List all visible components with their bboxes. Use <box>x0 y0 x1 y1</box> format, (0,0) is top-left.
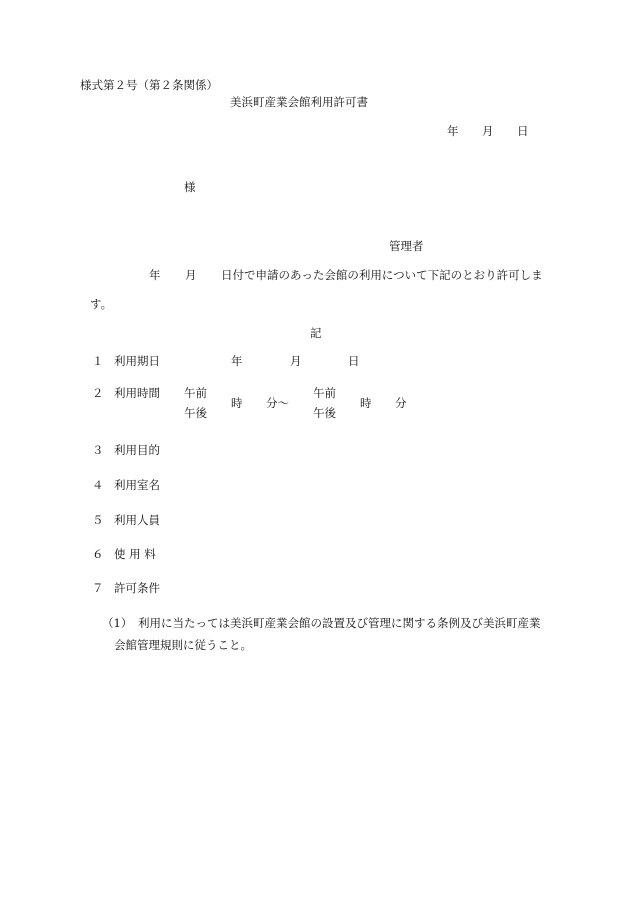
item-number: ３ <box>92 443 104 457</box>
item-number: ４ <box>92 478 104 492</box>
item-number: ２ <box>92 386 104 400</box>
item-label: 利用人員 <box>114 513 160 527</box>
ki-heading: 記 <box>310 326 322 340</box>
start-minute: 分～ <box>266 396 289 410</box>
end-minute: 分 <box>395 396 407 410</box>
item-label: 利用期日 <box>114 354 160 368</box>
body-month: 月 <box>185 268 197 282</box>
body-year: 年 <box>149 268 161 282</box>
body-text-line2: す。 <box>90 297 113 311</box>
document-title: 美浜町産業会館利用許可書 <box>230 95 368 109</box>
form-number: 様式第２号（第２条関係） <box>80 78 218 92</box>
issue-date-day: 日 <box>517 124 529 138</box>
item-number: ７ <box>92 581 104 595</box>
item-label: 利用室名 <box>114 478 160 492</box>
item-number: ５ <box>92 513 104 527</box>
item-label: 許可条件 <box>114 581 160 595</box>
item-label: 使 用 料 <box>114 547 156 561</box>
condition-line1: 利用に当たっては美浜町産業会館の設置及び管理に関する条例及び美浜町産業 <box>138 616 541 630</box>
condition-line2: 会館管理規則に従うこと。 <box>114 638 252 652</box>
end-am: 午前 <box>313 386 336 400</box>
item-label: 利用時間 <box>114 386 160 400</box>
start-hour: 時 <box>231 396 243 410</box>
issue-date-month: 月 <box>482 124 494 138</box>
condition-marker: （1） <box>102 616 133 630</box>
date-year: 年 <box>231 354 243 368</box>
item-label: 利用目的 <box>114 443 160 457</box>
date-day: 日 <box>348 354 360 368</box>
item-number: ６ <box>92 547 104 561</box>
issuer: 管理者 <box>389 239 424 253</box>
addressee-suffix: 様 <box>184 180 196 194</box>
end-hour: 時 <box>360 396 372 410</box>
start-am: 午前 <box>184 386 207 400</box>
issue-date-year: 年 <box>447 124 459 138</box>
start-pm: 午後 <box>184 406 207 420</box>
item-number: １ <box>92 354 104 368</box>
end-pm: 午後 <box>313 406 336 420</box>
body-text-line1: 日付で申請のあった会館の利用について下記のとおり許可しま <box>221 268 543 282</box>
date-month: 月 <box>290 354 302 368</box>
